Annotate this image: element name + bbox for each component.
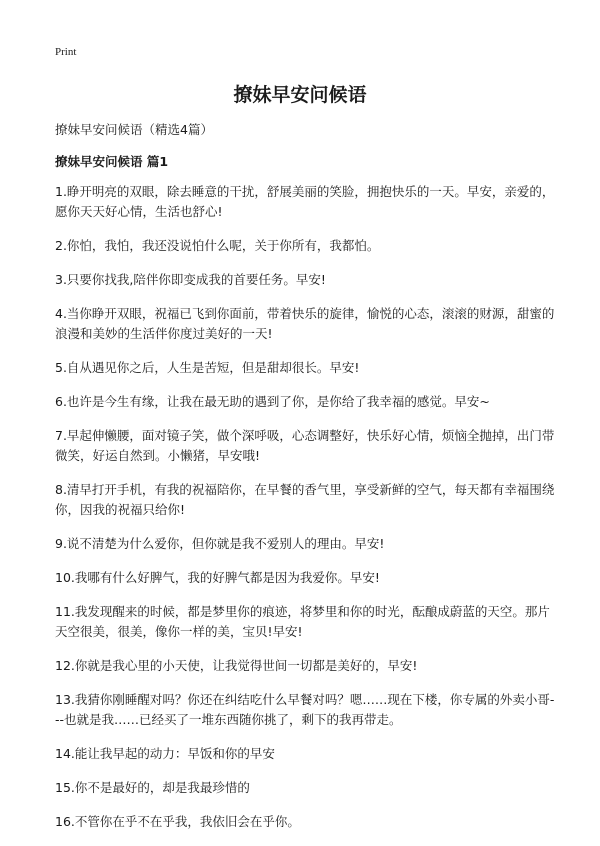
list-item: 9.说不清楚为什么爱你，但你就是我不爱别人的理由。早安! (55, 536, 385, 551)
list-item: 11.我发现醒来的时候，都是梦里你的痕迹，将梦里和你的时光，酝酿成蔚蓝的天空。那片天空很美，很美，像你一样的美，宝贝!早安! (55, 604, 550, 639)
list-item: 2.你怕，我怕，我还没说怕什么呢，关于你所有，我都怕。 (55, 238, 380, 253)
list-item: 5.自从遇见你之后，人生是苦短，但是甜却很长。早安! (55, 360, 360, 375)
list-item: 13.我猜你刚睡醒对吗？你还在纠结吃什么早餐对吗？嗯……现在下楼，你专属的外卖小哥---也就是我……已经买了一堆东西随你挑了，剩下的我再带走。 (55, 692, 555, 727)
list-item: 10.我哪有什么好脾气，我的好脾气都是因为我爱你。早安! (55, 570, 380, 585)
list-item: 7.早起伸懒腰，面对镜子笑，做个深呼吸，心态调整好，快乐好心情，烦恼全抛掉，出门带微笑，好运自然到。小懒猪，早安哦! (55, 428, 555, 463)
print-label: Print (55, 46, 77, 58)
document-subtitle: 撩妹早安问候语（精选4篇） (55, 122, 213, 137)
list-item: 16.不管你在乎不在乎我，我依旧会在乎你。 (55, 814, 300, 829)
list-item: 12.你就是我心里的小天使，让我觉得世间一切都是美好的，早安! (55, 658, 418, 673)
list-item: 3.只要你找我,陪伴你即变成我的首要任务。早安! (55, 272, 326, 287)
list-item: 6.也许是今生有缘，让我在最无助的遇到了你，是你给了我幸福的感觉。早安~ (55, 394, 490, 409)
page-title: 撩妹早安问候语 (233, 84, 367, 106)
list-item: 15.你不是最好的，却是我最珍惜的 (55, 780, 250, 795)
list-item: 1.睁开明亮的双眼，除去睡意的干扰，舒展美丽的笑脸，拥抱快乐的一天。早安，亲爱的，愿你天天好心情，生活也舒心! (55, 184, 555, 219)
list-item: 4.当你睁开双眼，祝福已飞到你面前，带着快乐的旋律，愉悦的心态，滚滚的财源，甜蜜的浪漫和美妙的生活伴你度过美好的一天! (55, 306, 555, 341)
section-heading: 撩妹早安问候语 篇1 (55, 154, 169, 169)
list-item: 14.能让我早起的动力：早饭和你的早安 (55, 746, 275, 761)
greeting-list (55, 182, 555, 846)
list-item: 8.清早打开手机，有我的祝福陪你，在早餐的香气里，享受新鲜的空气，每天都有幸福围绕你，因我的祝福只给你! (55, 482, 555, 517)
